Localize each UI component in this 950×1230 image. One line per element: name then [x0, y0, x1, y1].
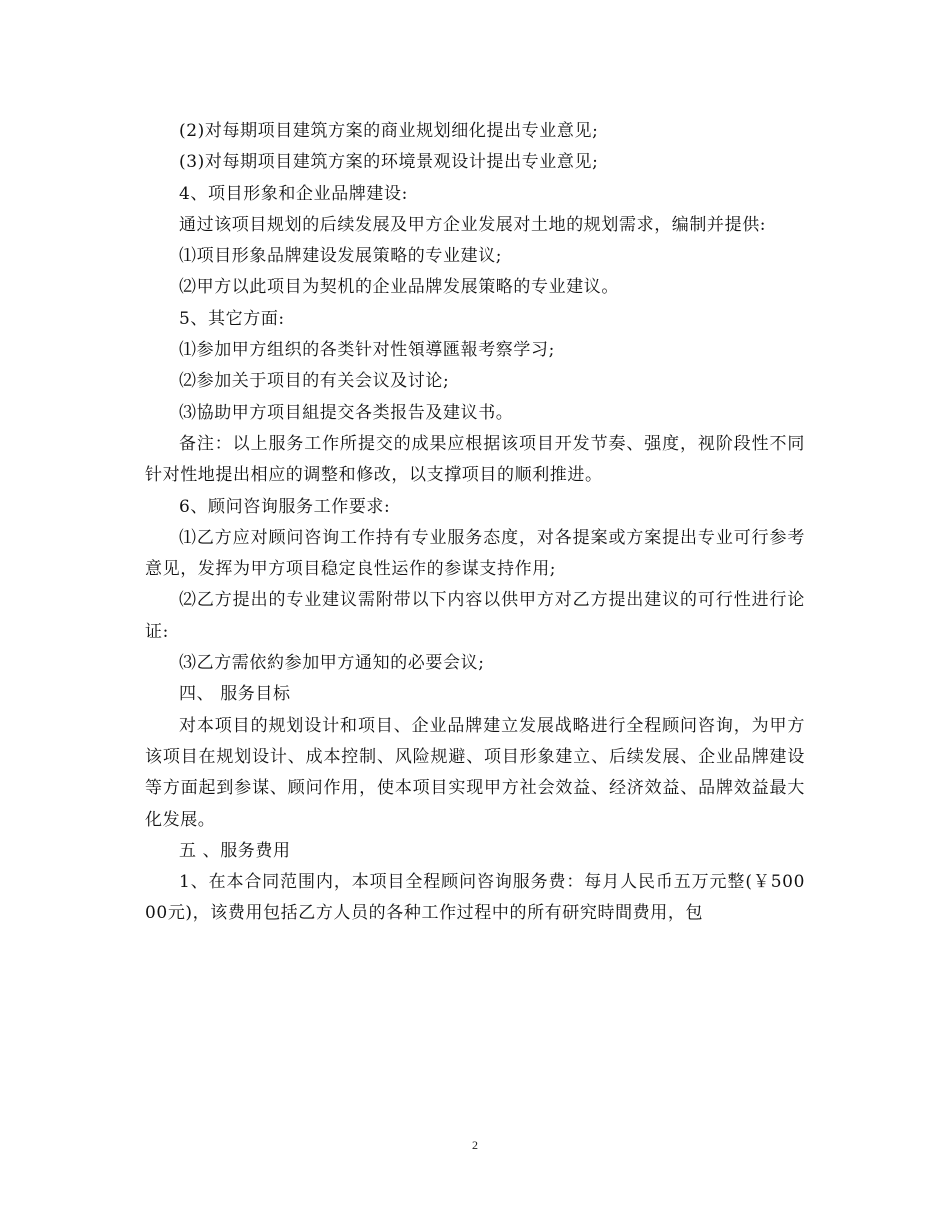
list-item: ⑵参加关于项目的有关会议及讨论;	[179, 371, 450, 392]
section-heading: 6、顾问咨询服务工作要求:	[179, 496, 391, 517]
section-heading: 5、其它方面:	[179, 308, 285, 329]
paragraph: (2)对每期项目建筑方案的商业规划细化提出专业意见;	[179, 121, 599, 141]
list-item: ⑴乙方应对顾问咨询工作持有专业服务态度，对各提案或方案提出专业可行参考意见，发挥为甲方项目稳定良性运作的参谋支持作用;	[145, 527, 805, 580]
section-heading: 五 、服务费用	[179, 840, 291, 861]
list-item: ⑶乙方需依約参加甲方通知的必要会议;	[179, 653, 485, 674]
note-paragraph: 备注：以上服务工作所提交的成果应根据该项目开发节奏、强度，视阶段性不同针对性地提出相应的调整和修改，以支撑项目的顺利推进。	[145, 433, 805, 486]
section-heading: 4、项目形象和企业品牌建设:	[179, 183, 408, 204]
list-item: ⑴参加甲方组织的各类针对性領導匯報考察学习;	[179, 340, 555, 361]
paragraph: (3)对每期项目建筑方案的环境景观设计提出专业意见;	[179, 152, 599, 173]
list-item: ⑴项目形象品牌建设发展策略的专业建议;	[179, 246, 503, 267]
page-number: 2	[472, 1138, 478, 1152]
list-item: ⑵乙方提出的专业建议需附带以下内容以供甲方对乙方提出建议的可行性进行论证:	[145, 590, 805, 642]
list-item: ⑵甲方以此项目为契机的企业品牌发展策略的专业建议。	[179, 277, 619, 298]
paragraph: 1、在本合同范围内，本项目全程顾问咨询服务费：每月人民币五万元整(￥50000元)，该费用包括乙方人员的各种工作过程中的所有研究時間费用，包	[145, 872, 805, 924]
section-heading: 四、 服务目标	[179, 684, 291, 705]
paragraph: 通过该项目规划的后续发展及甲方企业发展对土地的规划需求，编制并提供:	[179, 214, 767, 235]
paragraph: 对本项目的规划设计和项目、企业品牌建立发展战略进行全程顾问咨询，为甲方该项目在规划设计、成本控制、风险规避、项目形象建立、后续发展、企业品牌建设等方面起到参谋、顾问作用，使本项目实现甲方社会效益、经济效益、品牌效益最大化发展。	[145, 715, 805, 830]
list-item: ⑶協助甲方项目組提交各类报告及建议书。	[179, 402, 514, 423]
page-content	[145, 116, 805, 930]
